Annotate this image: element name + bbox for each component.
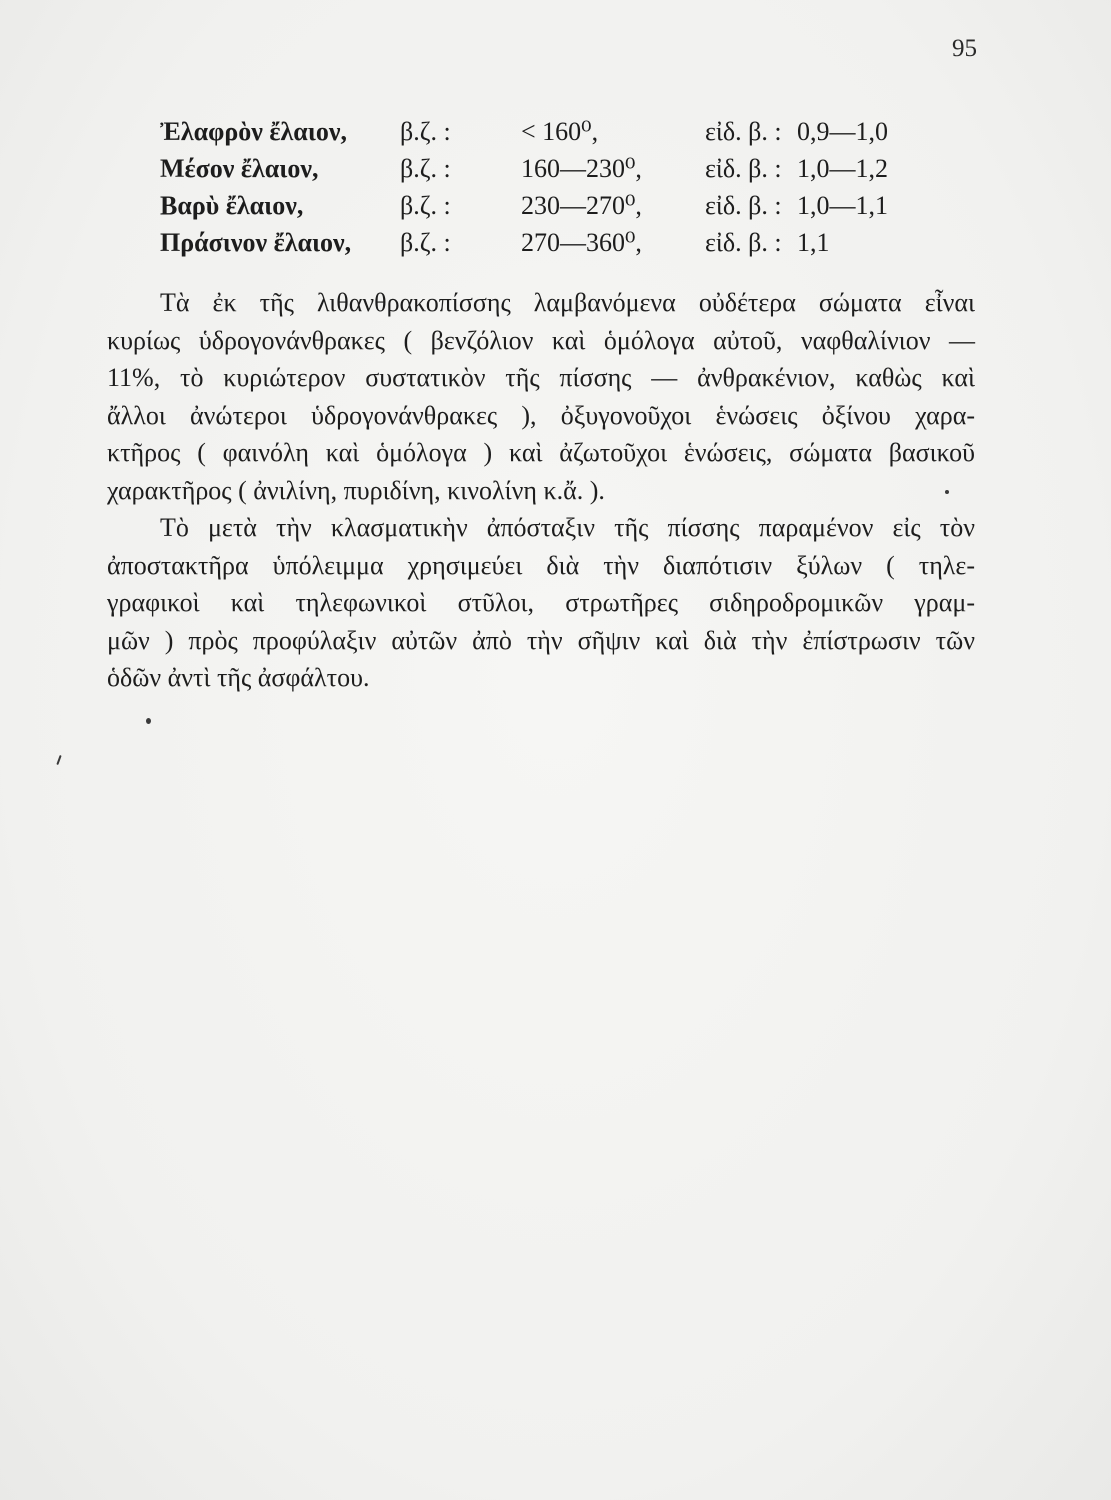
specific-gravity-value: 0,9—1,0: [797, 117, 888, 146]
paragraph-coal-tar-components: [107, 284, 975, 509]
fraction-name: Βαρὺ ἔλαιον,: [160, 191, 304, 220]
boiling-point-value: < 160⁰,: [521, 117, 599, 146]
fraction-name: Μέσον ἔλαιον,: [160, 154, 319, 183]
boiling-point-label: β.ζ. :: [400, 191, 451, 220]
paragraph-line: ἀποστακτῆρα ὑπόλειμμα χρησιμεύει διὰ τὴν διαπότισιν ξύλων ( τηλε-: [107, 550, 975, 580]
paragraph-pitch-residue: [107, 509, 975, 697]
oil-fraction-row: [0, 187, 1111, 224]
oil-fraction-row: [0, 150, 1111, 187]
boiling-point-value: 160—230⁰,: [521, 154, 642, 183]
fraction-name: Ἐλαφρὸν ἔλαιον,: [160, 117, 347, 146]
page-number: 95: [952, 35, 977, 62]
fraction-name: Πράσινον ἔλαιον,: [160, 228, 352, 257]
paragraph-line: Τὰ ἐκ τῆς λιθανθρακοπίσσης λαμβανόμενα οὐδέτερα σώματα εἶναι: [160, 288, 975, 317]
specific-gravity-label: εἰδ. β. :: [705, 228, 782, 257]
paragraph-line: ὁδῶν ἀντὶ τῆς ἀσφάλτου.: [107, 663, 370, 692]
specific-gravity-value: 1,0—1,1: [797, 191, 888, 220]
specific-gravity-label: εἰδ. β. :: [705, 191, 782, 220]
specific-gravity-value: 1,1: [797, 228, 830, 257]
paragraph-line: 11%, τὸ κυριώτερον συστατικὸν τῆς πίσσης — ἀνθρακένιον, καθὼς καὶ: [107, 363, 975, 392]
paragraph-line: κτῆρος ( φαινόλη καὶ ὁμόλογα ) καὶ ἀζωτοῦχοι ἑνώσεις, σώματα βασικοῦ: [107, 438, 975, 467]
paragraph-line: γραφικοὶ καὶ τηλεφωνικοὶ στῦλοι, στρωτῆρες σιδηροδρομικῶν γραμ-: [107, 588, 975, 617]
paragraph-line: μῶν ) πρὸς προφύλαξιν αὐτῶν ἀπὸ τὴν σῆψιν καὶ διὰ τὴν ἐπίστρωσιν τῶν: [107, 625, 975, 655]
specific-gravity-label: εἰδ. β. :: [705, 117, 782, 146]
scan-speck: [945, 490, 949, 494]
oil-fractions-table: [0, 113, 1111, 261]
paragraph-line: Τὸ μετὰ τὴν κλασματικὴν ἀπόσταξιν τῆς πίσσης παραμένον εἰς τὸν: [160, 513, 975, 542]
body-text: [107, 284, 975, 697]
boiling-point-label: β.ζ. :: [400, 228, 451, 257]
boiling-point-value: 270—360⁰,: [521, 228, 642, 257]
paragraph-line: κυρίως ὑδρογονάνθρακες ( βενζόλιον καὶ ὁμόλογα αὐτοῦ, ναφθαλίνιον —: [107, 325, 975, 355]
boiling-point-label: β.ζ. :: [400, 154, 451, 183]
specific-gravity-label: εἰδ. β. :: [705, 154, 782, 183]
oil-fraction-row: [0, 113, 1111, 150]
boiling-point-value: 230—270⁰,: [521, 191, 642, 220]
paragraph-line: ἄλλοι ἀνώτεροι ὑδρογονάνθρακες ), ὀξυγονοῦχοι ἑνώσεις ὀξίνου χαρα-: [107, 400, 975, 430]
oil-fraction-row: [0, 224, 1111, 261]
boiling-point-label: β.ζ. :: [400, 117, 451, 146]
paragraph-line: χαρακτῆρος ( ἀνιλίνη, πυριδίνη, κινολίνη κ.ἄ. ).: [107, 475, 605, 505]
specific-gravity-value: 1,0—1,2: [797, 154, 888, 183]
scan-speck: [56, 755, 61, 765]
scan-speck: [146, 718, 151, 724]
